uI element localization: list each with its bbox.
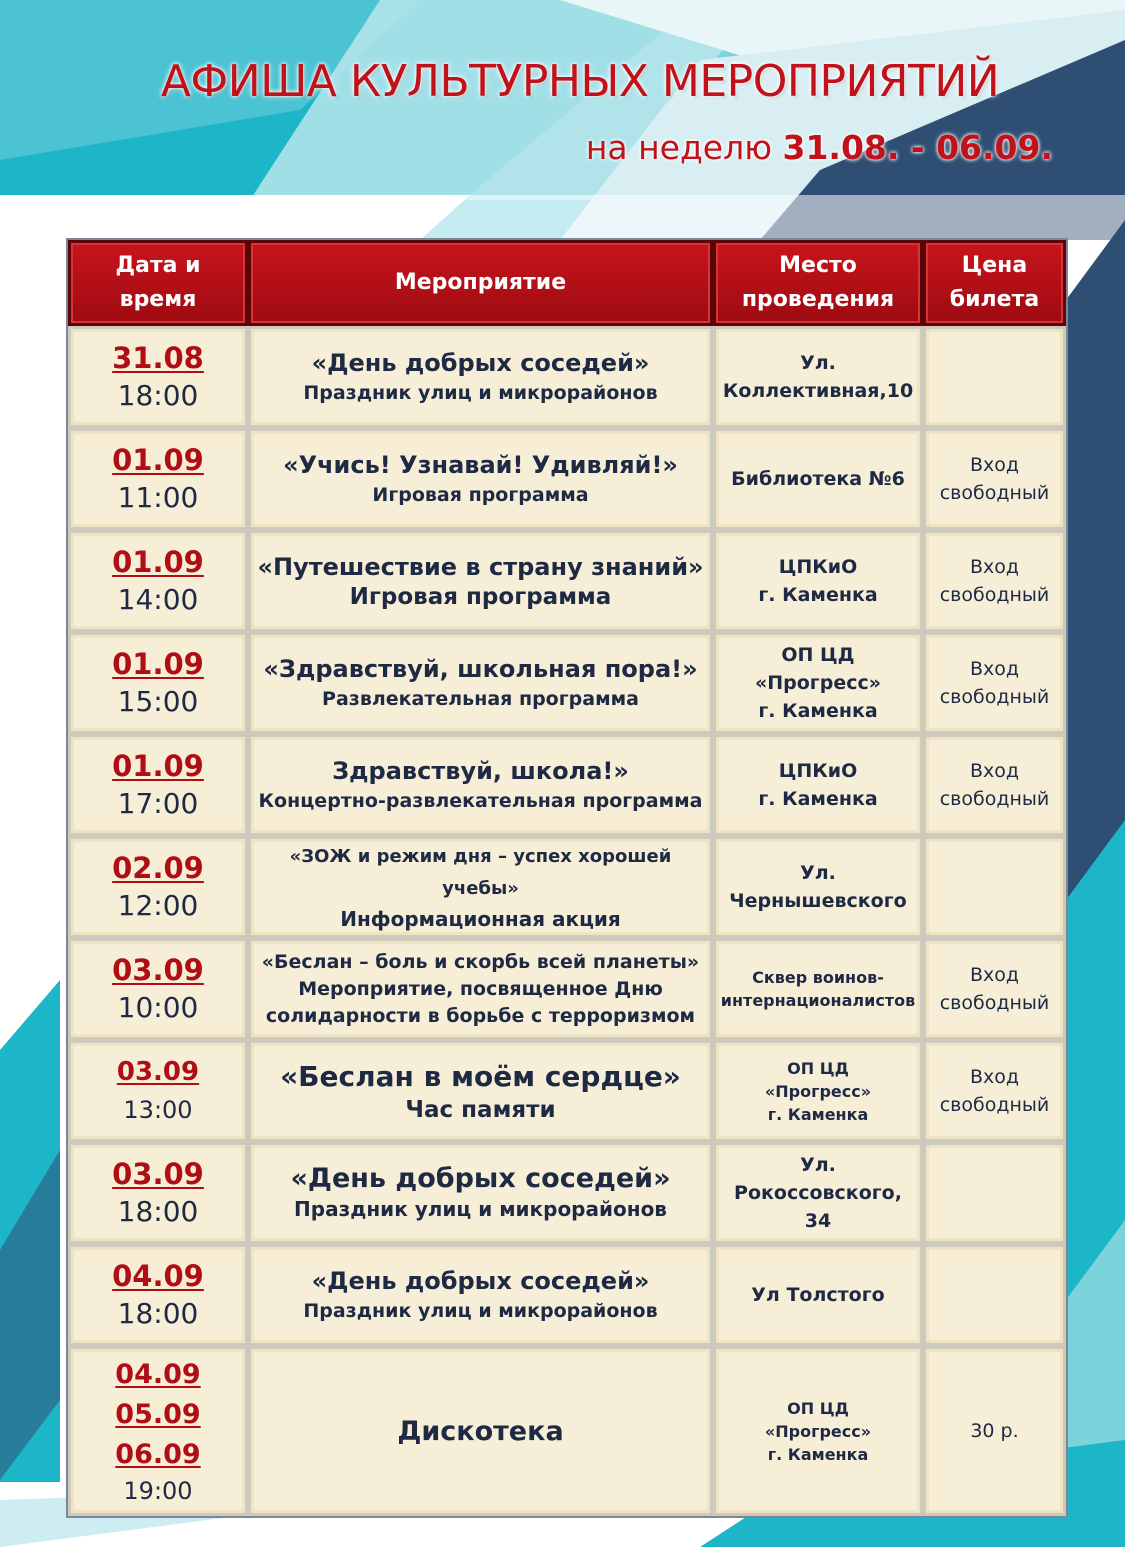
page-title: АФИША КУЛЬТУРНЫХ МЕРОПРИЯТИЙ: [160, 56, 1000, 107]
event-time: 13:00: [123, 1096, 193, 1124]
event-title: «Путешествие в страну знаний»: [257, 553, 704, 581]
cell-event: [248, 326, 713, 428]
event-title: «Беслан – боль и скорбь всей планеты»: [261, 951, 700, 973]
event-date: 04.09: [112, 1259, 204, 1293]
event-place: ОП ЦД «Прогресс» г. Каменка: [764, 1398, 872, 1464]
column-header-event: Мероприятие: [248, 240, 713, 326]
event-subtitle: Час памяти: [405, 1097, 556, 1123]
cell-place: [713, 1244, 923, 1346]
subtitle-dates: 31.08. - 06.09.: [782, 128, 1053, 167]
event-place: ОП ЦД «Прогресс» г. Каменка: [754, 644, 882, 722]
event-subtitle: Праздник улиц и микрорайонов: [303, 1300, 658, 1322]
cell-datetime: [68, 632, 248, 734]
event-subtitle: Праздник улиц и микрорайонов: [303, 382, 658, 404]
event-price: Вход свободный: [939, 556, 1050, 606]
event-time: 10:00: [117, 991, 199, 1024]
cell-place: [713, 836, 923, 938]
event-time: 12:00: [117, 889, 199, 922]
event-time: 17:00: [117, 787, 199, 820]
event-time: 14:00: [117, 583, 199, 616]
event-date: 31.08: [112, 341, 204, 375]
event-subtitle: Игровая программа: [372, 484, 589, 506]
cell-price: [923, 530, 1066, 632]
event-place: Сквер воинов- интернационалистов: [720, 968, 916, 1010]
cell-datetime: [68, 1040, 248, 1142]
cell-price: [923, 1142, 1066, 1244]
event-title: «День добрых соседей»: [311, 1267, 650, 1295]
cell-place: [713, 1142, 923, 1244]
cell-place: [713, 1040, 923, 1142]
event-place: ОП ЦД «Прогресс» г. Каменка: [764, 1058, 872, 1124]
event-time: 15:00: [117, 685, 199, 718]
table-row: [68, 938, 1066, 1040]
column-header-price: Цена билета: [923, 240, 1066, 326]
cell-datetime: [68, 734, 248, 836]
event-subtitle: Праздник улиц и микрорайонов: [294, 1197, 667, 1221]
event-title: «ЗОЖ и режим дня – успех хорошей учебы»: [289, 846, 672, 899]
cell-price: [923, 326, 1066, 428]
event-price: Вход свободный: [939, 760, 1050, 810]
table-row: [68, 326, 1066, 428]
cell-price: [923, 1346, 1066, 1516]
table-row: [68, 1244, 1066, 1346]
event-date: 01.09: [112, 545, 204, 579]
table-row: [68, 530, 1066, 632]
event-price: Вход свободный: [939, 1066, 1050, 1116]
event-date: 01.09: [112, 749, 204, 783]
event-place: Ул. Рокоссовского, 34: [734, 1154, 902, 1232]
event-subtitle: Мероприятие, посвященное Дню солидарности в борьбе с терроризмом: [265, 978, 696, 1027]
cell-event: [248, 1244, 713, 1346]
event-title: «Беслан в моём сердце»: [280, 1060, 681, 1093]
column-header-place: Место проведения: [713, 240, 923, 326]
table-row: [68, 428, 1066, 530]
cell-price: [923, 734, 1066, 836]
cell-place: [713, 530, 923, 632]
event-place: Ул Толстого: [751, 1284, 885, 1306]
cell-datetime: [68, 1346, 248, 1516]
subtitle-prefix: на неделю: [585, 128, 772, 167]
event-time: 18:00: [117, 1297, 199, 1330]
event-date: 01.09: [112, 443, 204, 477]
cell-place: [713, 632, 923, 734]
event-date: 03.09: [116, 1057, 200, 1087]
column-header-datetime: Дата и время: [68, 240, 248, 326]
event-date: 04.09: [115, 1359, 201, 1390]
event-place: ЦПКиО г. Каменка: [758, 556, 878, 606]
event-title: «День добрых соседей»: [311, 349, 650, 377]
cell-event: [248, 836, 713, 938]
event-price: 30 р.: [970, 1420, 1019, 1442]
event-date: 01.09: [112, 647, 204, 681]
event-time: 18:00: [117, 379, 199, 412]
event-date: 06.09: [115, 1439, 201, 1470]
cell-event: [248, 530, 713, 632]
table-row: [68, 1142, 1066, 1244]
event-place: Ул. Чернышевского: [729, 862, 907, 912]
event-price: Вход свободный: [939, 964, 1050, 1014]
cell-datetime: [68, 938, 248, 1040]
table-row-disco: [68, 1346, 1066, 1516]
cell-event: [248, 734, 713, 836]
cell-datetime: [68, 530, 248, 632]
cell-event: [248, 428, 713, 530]
cell-price: [923, 632, 1066, 734]
cell-datetime: [68, 1142, 248, 1244]
cell-event: [248, 632, 713, 734]
cell-price: [923, 1040, 1066, 1142]
event-subtitle: Информационная акция: [340, 907, 621, 931]
event-title: «Учись! Узнавай! Удивляй!»: [283, 451, 678, 479]
event-title: «Здравствуй, школьная пора!»: [263, 655, 698, 683]
event-subtitle: Концертно-развлекательная программа: [258, 790, 703, 812]
event-subtitle: Игровая программа: [349, 584, 612, 610]
table-row: [68, 632, 1066, 734]
table-row: [68, 734, 1066, 836]
event-price: Вход свободный: [939, 658, 1050, 708]
cell-price: [923, 1244, 1066, 1346]
event-date: 02.09: [112, 851, 204, 885]
event-subtitle: Развлекательная программа: [322, 688, 639, 710]
event-price: Вход свободный: [939, 454, 1050, 504]
cell-place: [713, 734, 923, 836]
event-time: 19:00: [123, 1477, 193, 1505]
event-place: Ул. Коллективная,10: [722, 352, 914, 402]
event-title: «День добрых соседей»: [290, 1163, 671, 1194]
table-row: [68, 1040, 1066, 1142]
event-date: 05.09: [115, 1399, 201, 1430]
cell-event: [248, 938, 713, 1040]
event-time: 18:00: [117, 1195, 199, 1228]
event-title: Здравствуй, школа!»: [332, 757, 629, 785]
page-subtitle: [586, 128, 1053, 167]
cell-place: [713, 1346, 923, 1516]
cell-datetime: [68, 1244, 248, 1346]
event-title: Дискотека: [397, 1415, 564, 1447]
cell-place: [713, 938, 923, 1040]
table-header-row: [68, 240, 1066, 326]
event-place: Библиотека №6: [731, 468, 905, 490]
cell-event: [248, 1040, 713, 1142]
table-row: [68, 836, 1066, 938]
cell-event: [248, 1142, 713, 1244]
cell-datetime: [68, 428, 248, 530]
cell-datetime: [68, 836, 248, 938]
event-place: ЦПКиО г. Каменка: [758, 760, 878, 810]
event-date: 03.09: [112, 1157, 204, 1191]
cell-place: [713, 326, 923, 428]
cell-place: [713, 428, 923, 530]
cell-datetime: [68, 326, 248, 428]
event-date: 03.09: [112, 953, 204, 987]
events-table: [66, 238, 1068, 1518]
cell-price: [923, 938, 1066, 1040]
cell-event: [248, 1346, 713, 1516]
cell-price: [923, 836, 1066, 938]
cell-price: [923, 428, 1066, 530]
event-time: 11:00: [117, 481, 199, 514]
